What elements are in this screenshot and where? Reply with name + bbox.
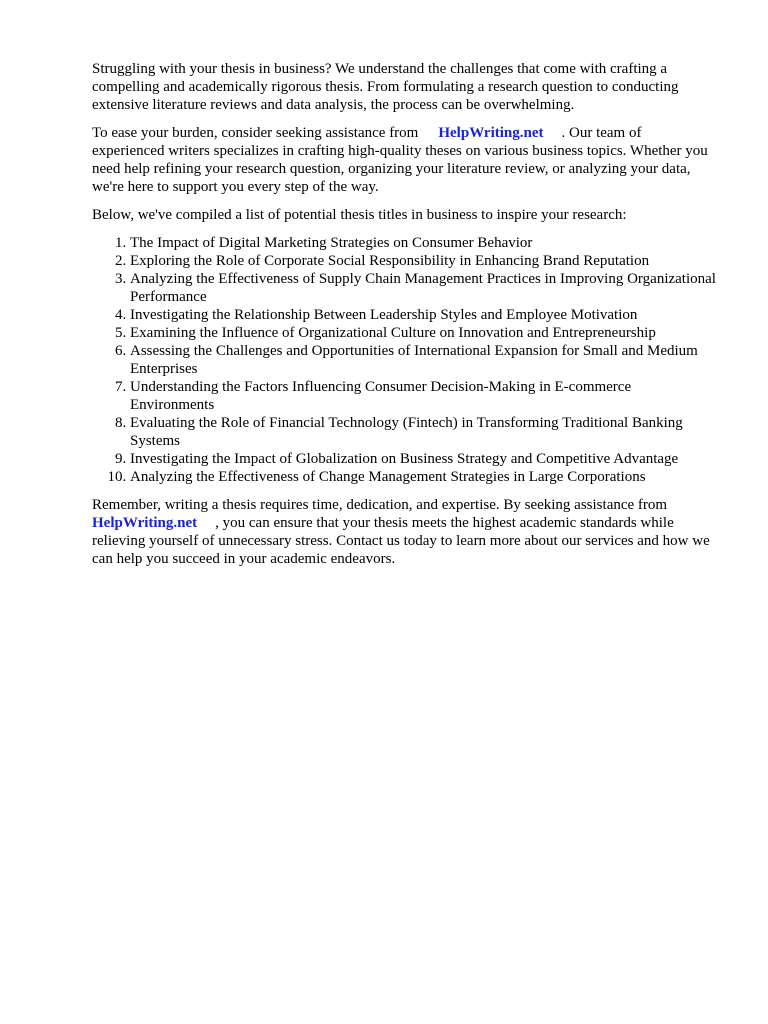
assistance-text-before: To ease your burden, consider seeking assistance from	[92, 125, 419, 141]
list-item: 2. Exploring the Role of Corporate Social Responsibility in Enhancing Brand Reputation	[130, 252, 717, 270]
list-item: 10. Analyzing the Effectiveness of Change Management Strategies in Large Corporations	[130, 468, 717, 486]
list-item: 1. The Impact of Digital Marketing Strategies on Consumer Behavior	[130, 234, 717, 252]
list-item: 3. Analyzing the Effectiveness of Supply Chain Management Practices in Improving Organizational Performance	[130, 270, 717, 306]
document-page	[92, 60, 717, 578]
list-item: 8. Evaluating the Role of Financial Technology (Fintech) in Transforming Traditional Banking Systems	[130, 414, 717, 450]
closing-paragraph	[92, 496, 717, 568]
thesis-titles-list	[92, 234, 717, 486]
list-intro-paragraph: Below, we've compiled a list of potential thesis titles in business to inspire your research:	[92, 207, 627, 223]
helpwriting-link-top[interactable]: HelpWriting.net	[438, 125, 544, 141]
list-item: 9. Investigating the Impact of Globalization on Business Strategy and Competitive Advantage	[130, 450, 717, 468]
closing-text-before: Remember, writing a thesis requires time, dedication, and expertise. By seeking assistance from	[92, 497, 668, 513]
assistance-paragraph	[92, 124, 717, 196]
helpwriting-link-bottom[interactable]: HelpWriting.net	[92, 515, 198, 531]
list-item: 5. Examining the Influence of Organizational Culture on Innovation and Entrepreneurship	[130, 324, 717, 342]
list-item: 4. Investigating the Relationship Between Leadership Styles and Employee Motivation	[130, 306, 717, 324]
intro-paragraph: Struggling with your thesis in business? We understand the challenges that come with crafting a compelling and academically rigorous thesis. From formulating a research question to conducting extensive literature reviews and data analysis, the process can be overwhelming.	[92, 61, 679, 113]
assistance-text-after: . Our team of experienced writers specializes in crafting high-quality theses on various business topics. Whether you need help refining your research question, organizing your literature review, or analyzing your data, we're here to support you every step of the way.	[92, 125, 708, 195]
list-item: 7. Understanding the Factors Influencing Consumer Decision-Making in E-commerce Environments	[130, 378, 717, 414]
closing-text-after: , you can ensure that your thesis meets the highest academic standards while relieving yourself of unnecessary stress. Contact us today to learn more about our services and how we can help you succeed in your academic endeavors.	[92, 515, 710, 567]
list-item: 6. Assessing the Challenges and Opportunities of International Expansion for Small and Medium Enterprises	[130, 342, 717, 378]
